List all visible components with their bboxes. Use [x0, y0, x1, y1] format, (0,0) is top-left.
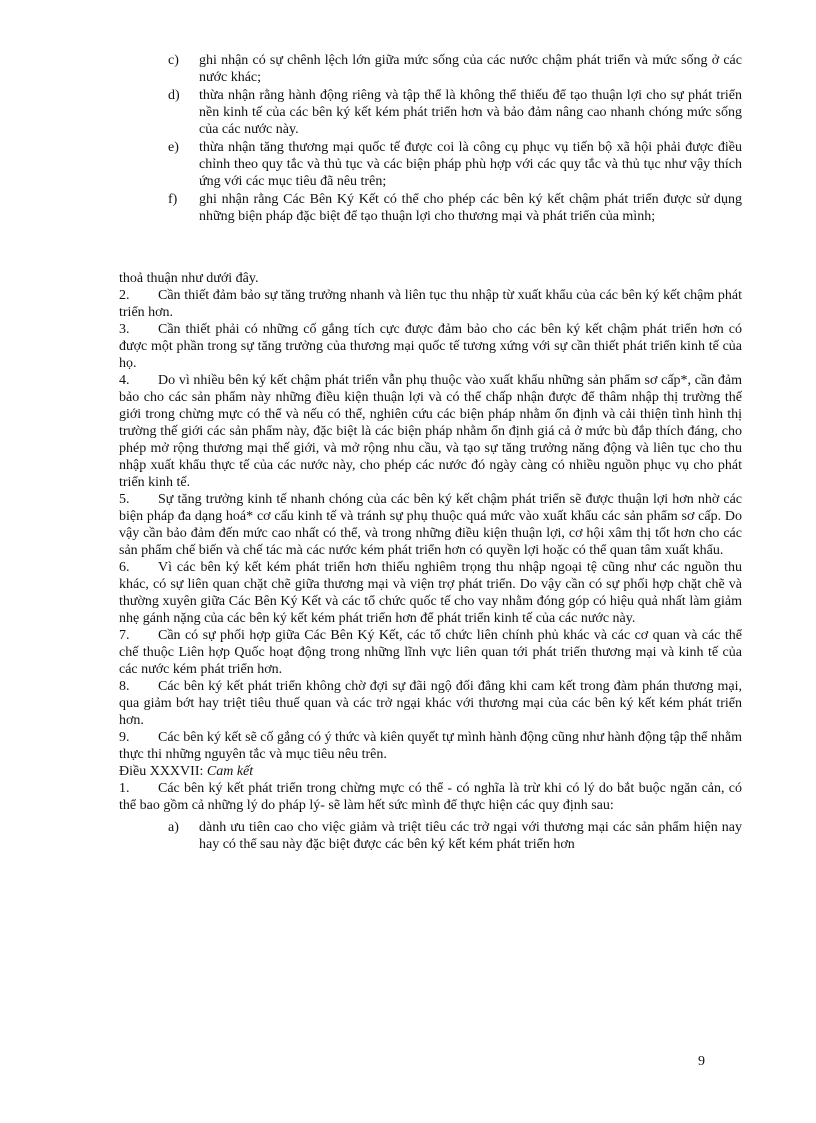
- document-body: [119, 270, 742, 853]
- paragraph-number: 6.: [119, 560, 130, 575]
- paragraph-text: Cần có sự phối hợp giữa Các Bên Ký Kết, các tổ chức liên chính phủ khác và các cơ quan và các thể chế thuộc Liên hợp Quốc hoạt động trong những lĩnh vực liên quan tới phát triển thương mại và kinh tế của các nước kém phát triển hơn.: [119, 628, 742, 677]
- sub-item-c: [168, 52, 742, 86]
- sub-item-label: c): [168, 53, 179, 68]
- sub-item-text: dành ưu tiên cao cho việc giảm và triệt tiêu các trở ngại với thương mại các sản phẩm hiện nay hay có thể sau này đặc biệt được các bên ký kết kém phát triển hơn: [199, 820, 742, 852]
- paragraph-text: Cần thiết phải có những cố gắng tích cực được đảm bảo cho các bên ký kết chậm phát triển hơn có được một phần trong sự tăng trưởng của thương mại quốc tế tương xứng với sự cần thiết phát triển kinh tế của họ.: [119, 322, 742, 371]
- paragraph-number: 1.: [119, 781, 130, 796]
- sub-item-f: [168, 191, 742, 225]
- article-paragraph-1: [119, 780, 742, 814]
- paragraph-5: [119, 491, 742, 559]
- paragraph-number: 7.: [119, 628, 130, 643]
- article-heading: [119, 763, 742, 780]
- sub-item-e: [168, 139, 742, 190]
- paragraph-text: Các bên ký kết phát triển không chờ đợi sự đãi ngộ đối đẳng khi cam kết trong đàm phán thương mại, qua giảm bớt hay triệt tiêu thuế quan và các trở ngại khác với thương mại của các bên ký kết kém phát triển hơn.: [119, 679, 742, 728]
- sub-item-text: ghi nhận rằng Các Bên Ký Kết có thể cho phép các bên ký kết chậm phát triển được sử dụng những biện pháp đặc biệt để tạo thuận lợi cho thương mại và phát triển của mình;: [199, 192, 742, 224]
- paragraph-number: 9.: [119, 730, 130, 745]
- paragraph-2: [119, 287, 742, 321]
- intro-sub-list: [0, 52, 816, 226]
- paragraph-text: Sự tăng trưởng kinh tế nhanh chóng của các bên ký kết chậm phát triển sẽ được thuận lợi hơn nhờ các biện pháp đa dạng hoá* cơ cấu kinh tế và tránh sự phụ thuộc quá mức vào xuất khẩu các sản phẩm sơ cấp. Do vậy cần bảo đảm đến mức cao nhất có thể, và trong những điều kiện thuận lợi, cơ hội xâm thị tốt hơn cho các sản phẩm chế biến và chế tác mà các nước kém phát triển hơn có quyền lợi hoặc có thể quan tâm xuất khẩu.: [119, 492, 742, 558]
- paragraph-7: [119, 627, 742, 678]
- sub-item-text: thừa nhận tăng thương mại quốc tế được coi là công cụ phục vụ tiến bộ xã hội phải được điều chỉnh theo quy tắc và thủ tục và các biện pháp phù hợp với các quy tắc và thủ tục như vậy thích ứng với các mục tiêu đã nêu trên;: [199, 140, 742, 189]
- paragraph-9: [119, 729, 742, 763]
- article-sub-item-a: [168, 819, 742, 853]
- paragraph-number: 2.: [119, 288, 130, 303]
- paragraph-text: Các bên ký kết sẽ cố gắng có ý thức và kiên quyết tự mình hành động cũng như hành động tập thể nhằm thực thi những nguyên tắc và mục tiêu nêu trên.: [119, 730, 742, 762]
- paragraph-number: 3.: [119, 322, 130, 337]
- sub-item-label: a): [168, 820, 179, 835]
- sub-item-label: e): [168, 140, 179, 155]
- agreement-line: thoả thuận như dưới đây.: [119, 271, 259, 286]
- paragraph-text: Do vì nhiều bên ký kết chậm phát triển vẫn phụ thuộc vào xuất khẩu những sản phẩm sơ cấp*, cần đảm bảo cho các sản phẩm này những điều kiện thuận lợi và có thể chấp nhận được để thâm nhập thị trường thế giới trong chừng mực có thể và nếu có thể, nghiên cứu các biện pháp nhằm ổn định và cải thiện tình hình thị trường thế giới các sản phẩm này, đặc biệt là các biện pháp nhằm ổn định giá cả ở mức bù đắp thích đáng, cho phép mở rộng thương mại thế giới, và mở rộng nhu cầu, và tạo sự tăng trưởng năng động và liên tục cho thu nhập xuất khẩu thực tế của các nước này, cho phép các nước đó ngày càng có nhiều nguồn phục vụ cho phát triển kinh tế.: [119, 373, 742, 490]
- paragraph-text: Các bên ký kết phát triển trong chừng mực có thể - có nghĩa là trừ khi có lý do bắt buộc ngăn cản, có thể bao gồm cả những lý do pháp lý- sẽ làm hết sức mình để thực hiện các quy định sau:: [119, 781, 742, 813]
- sub-item-d: [168, 87, 742, 138]
- paragraph-number: 4.: [119, 373, 130, 388]
- sub-item-label: d): [168, 88, 180, 103]
- paragraph-text: Cần thiết đảm bảo sự tăng trưởng nhanh và liên tục thu nhập từ xuất khẩu của các bên ký kết chậm phát triển hơn.: [119, 288, 742, 320]
- sub-item-label: f): [168, 192, 178, 207]
- paragraph-6: [119, 559, 742, 627]
- page-number: 9: [698, 1054, 705, 1069]
- paragraph-3: [119, 321, 742, 372]
- article-heading-prefix: Điều XXXVII:: [119, 764, 207, 779]
- paragraph-number: 8.: [119, 679, 130, 694]
- sub-item-text: ghi nhận có sự chênh lệch lớn giữa mức sống của các nước chậm phát triển và mức sống ở các nước khác;: [199, 53, 742, 85]
- paragraph-8: [119, 678, 742, 729]
- paragraph-text: Vì các bên ký kết kém phát triển hơn thiếu nghiêm trọng thu nhập ngoại tệ cũng như các nguồn thu khác, có sự liên quan chặt chẽ giữa thương mại và viện trợ phát triển. Do vậy cần có sự phối hợp chặt chẽ và thường xuyên giữa Các Bên Ký Kết và các tổ chức quốc tế cho vay nhằm đóng góp có hiệu quả nhất làm giảm nhẹ gánh nặng của các bên ký kết kém phát triển hơn để phát triển kinh tế của các nước này.: [119, 560, 742, 626]
- article-heading-title: Cam kết: [206, 764, 254, 779]
- sub-item-text: thừa nhận rằng hành động riêng và tập thể là không thể thiếu để tạo thuận lợi cho sự phát triển nền kinh tế của các bên ký kết kém phát triển hơn và bảo đảm nâng cao nhanh chóng mức sống của các nước này.: [199, 88, 742, 137]
- paragraph-4: [119, 372, 742, 491]
- paragraph-number: 5.: [119, 492, 130, 507]
